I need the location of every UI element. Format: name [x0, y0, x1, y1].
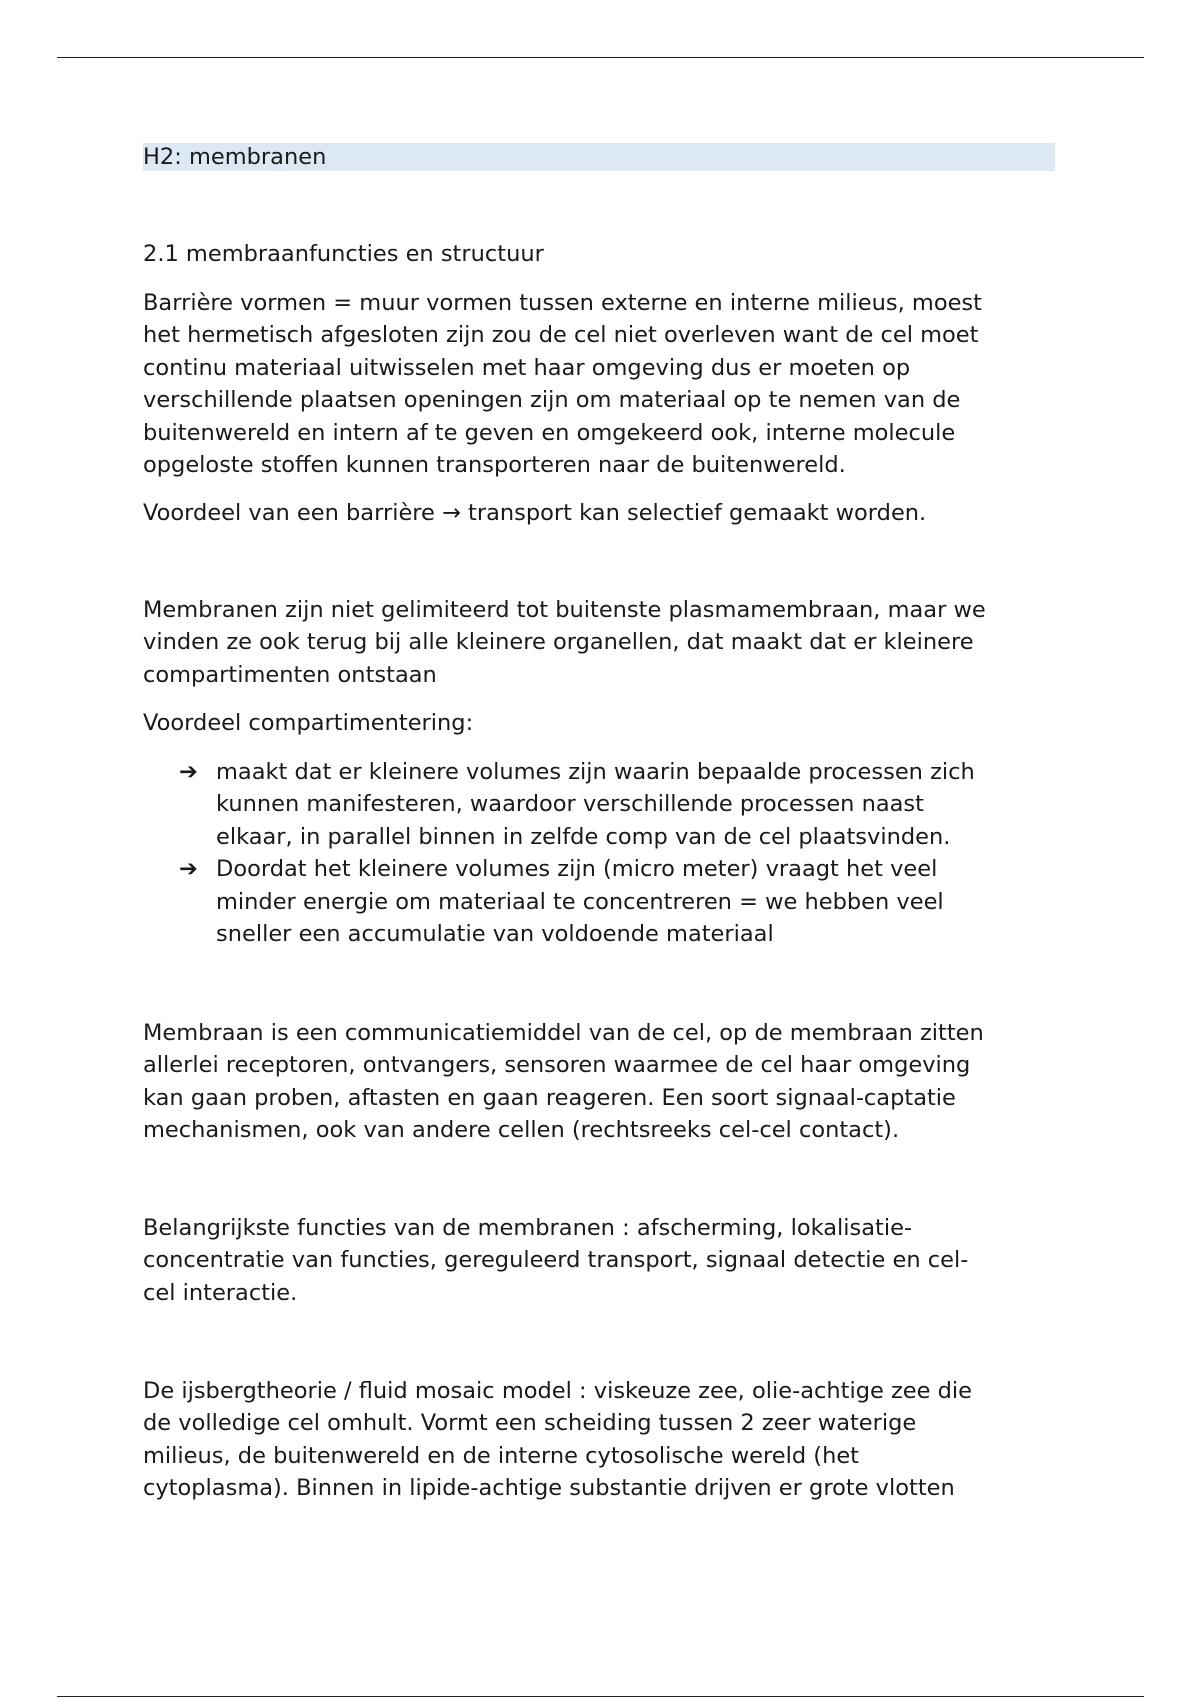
list-item-text: Doordat het kleinere volumes zijn (micro meter) vraagt het veel minder energie om materiaal te concentreren = we hebben veel sneller een accumulatie van voldoende materiaal: [216, 856, 944, 948]
arrow-right-icon: ➔: [179, 856, 198, 883]
paragraph-voordeel-barriere: Voordeel van een barrière → transport kan selectief gemaakt worden.: [143, 500, 927, 526]
paragraph-ijsbergtheorie: De ijsbergtheorie / fluid mosaic model : viskeuze zee, olie-achtige zee die de volledige cel omhult. Vormt een scheiding tussen 2 zeer waterige milieus, de buitenwereld en de interne cytosolische wereld (het cytoplasma). Binnen in lipide-achtige substantie drijven er grote vlotten: [143, 1378, 973, 1502]
arrow-right-icon: ➔: [179, 759, 198, 785]
paragraph-voordeel-compartimentering: Voordeel compartimentering:: [143, 710, 474, 736]
chapter-heading: H2: membranen: [143, 143, 1055, 171]
bottom-rule: [57, 1696, 1144, 1697]
paragraph-barriere: Barrière vormen = muur vormen tussen externe en interne milieus, moest het hermetisch afgesloten zijn zou de cel niet overleven want de cel moet continu materiaal uitwisselen met haar omgeving dus er moeten op verschillende plaatsen openingen zijn om materiaal op te nemen van de buitenwereld en intern af te geven en omgekeerd ook, interne molecule opgeloste stoffen kunnen transporteren naar de buitenwereld.: [143, 290, 982, 479]
section-title: 2.1 membraanfuncties en structuur: [143, 241, 544, 267]
paragraph-membranen: Membranen zijn niet gelimiteerd tot buitenste plasmamembraan, maar we vinden ze ook terug bij alle kleinere organellen, dat maakt dat er kleinere compartimenten ontstaan: [143, 597, 986, 688]
top-rule: [57, 57, 1144, 58]
list-item: [143, 853, 1063, 950]
list-item-text: maakt dat er kleinere volumes zijn waarin bepaalde processen zich kunnen manifesteren, waardoor verschillende processen naast elkaar, in parallel binnen in zelfde comp van de cel plaatsvinden.: [216, 759, 975, 850]
paragraph-functies: Belangrijkste functies van de membranen : afscherming, lokalisatie- concentratie van functies, gereguleerd transport, signaal detectie en cel- cel interactie.: [143, 1215, 969, 1306]
arrow-bullet-list: [143, 756, 1063, 950]
list-item: [143, 756, 1063, 853]
paragraph-communicatie: Membraan is een communicatiemiddel van de cel, op de membraan zitten allerlei receptoren, ontvangers, sensoren waarmee de cel haar omgeving kan gaan proben, aftasten en gaan reageren. Een soort signaal-captatie mechanismen, ook van andere cellen (rechtsreeks cel-cel contact).: [143, 1020, 984, 1144]
